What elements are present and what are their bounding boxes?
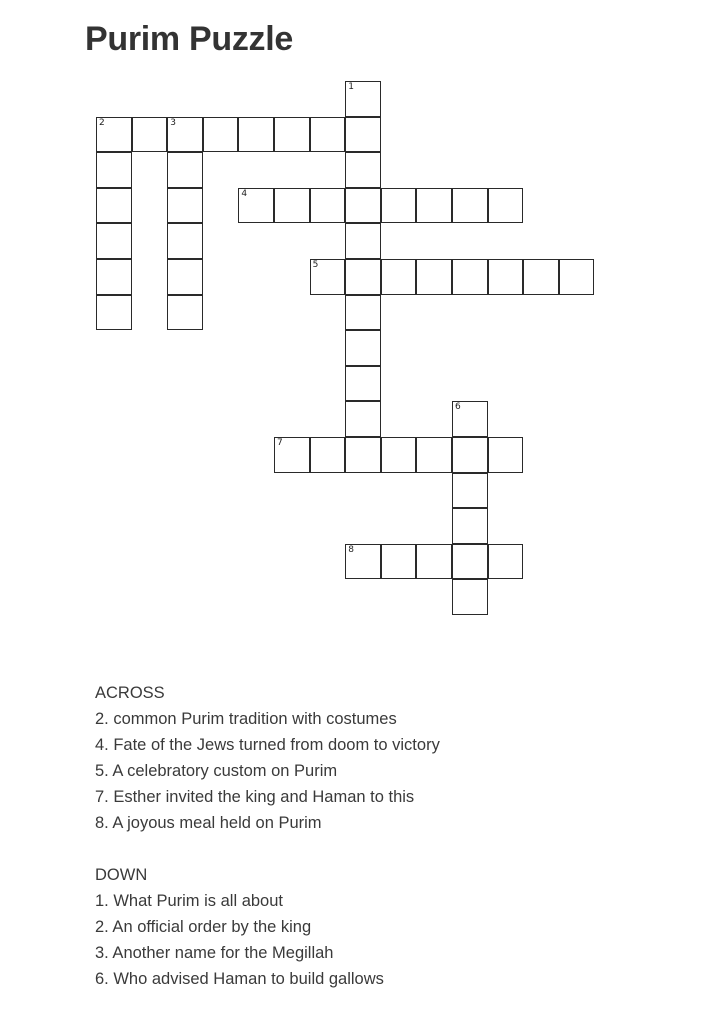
grid-cell[interactable] (96, 188, 132, 224)
grid-cell[interactable] (167, 295, 203, 331)
down-clue-3: 3. Another name for the Megillah (95, 944, 334, 962)
grid-cell[interactable] (96, 223, 132, 259)
grid-cell[interactable] (345, 330, 381, 366)
grid-cell[interactable] (310, 437, 346, 473)
clue-number: 1 (348, 82, 354, 92)
grid-cell[interactable] (416, 259, 452, 295)
down-clue-6: 6. Who advised Haman to build gallows (95, 970, 384, 988)
grid-cell[interactable] (96, 259, 132, 295)
grid-cell[interactable] (310, 188, 346, 224)
grid-cell[interactable] (381, 437, 417, 473)
across-heading: ACROSS (95, 684, 165, 702)
grid-cell[interactable] (488, 437, 524, 473)
grid-cell[interactable] (96, 117, 132, 153)
across-clue-8: 8. A joyous meal held on Purim (95, 814, 322, 832)
grid-cell[interactable] (488, 544, 524, 580)
grid-cell[interactable] (345, 366, 381, 402)
grid-cell[interactable] (452, 259, 488, 295)
clue-number: 6 (455, 402, 461, 413)
grid-cell[interactable] (452, 579, 488, 615)
grid-cell[interactable] (345, 117, 381, 153)
grid-cell[interactable] (559, 259, 595, 295)
grid-cell[interactable] (345, 259, 381, 295)
across-clue-7: 7. Esther invited the king and Haman to this (95, 788, 415, 806)
down-clue-2: 2. An official order by the king (95, 918, 312, 936)
grid-cell[interactable] (452, 437, 488, 473)
down-heading: DOWN (95, 866, 148, 884)
grid-cell[interactable] (274, 117, 310, 153)
grid-cell[interactable] (452, 473, 488, 509)
clue-number: 4 (241, 188, 248, 199)
grid-cell[interactable] (488, 188, 524, 224)
grid-cell[interactable] (452, 401, 488, 437)
grid-cell[interactable] (167, 152, 203, 188)
grid-cell[interactable] (452, 544, 488, 580)
grid-cell[interactable] (452, 188, 488, 224)
grid-cell[interactable] (310, 259, 346, 295)
clue-number: 8 (348, 544, 354, 555)
grid-cell[interactable] (345, 152, 381, 188)
grid-cell[interactable] (96, 295, 132, 331)
down-clue-1: 1. What Purim is all about (95, 892, 283, 910)
grid-cell[interactable] (167, 117, 203, 153)
across-clue-5: 5. A celebratory custom on Purim (95, 762, 338, 780)
grid-cell[interactable] (345, 437, 381, 473)
grid-cell[interactable] (416, 437, 452, 473)
grid-cell[interactable] (167, 188, 203, 224)
grid-cell[interactable] (523, 259, 559, 295)
grid-cell[interactable] (132, 117, 168, 153)
clues-section (95, 680, 655, 992)
grid-cell[interactable] (381, 188, 417, 224)
clue-number: 7 (277, 438, 283, 448)
grid-cell[interactable] (345, 295, 381, 331)
page-title: Purim Puzzle (85, 20, 294, 58)
grid-cell[interactable] (310, 117, 346, 153)
grid-cell[interactable] (238, 188, 274, 224)
grid-cell[interactable] (416, 544, 452, 580)
grid-cell[interactable] (381, 259, 417, 295)
clue-number: 5 (312, 260, 319, 270)
grid-cell[interactable] (488, 259, 524, 295)
grid-cell[interactable] (345, 223, 381, 259)
grid-cell[interactable] (345, 81, 381, 117)
grid-cell[interactable] (345, 544, 381, 580)
grid-cell[interactable] (274, 437, 310, 473)
grid-cell[interactable] (345, 401, 381, 437)
grid-cell[interactable] (167, 223, 203, 259)
grid-cell[interactable] (96, 152, 132, 188)
clue-number: 2 (99, 117, 105, 128)
grid-cell[interactable] (274, 188, 310, 224)
clue-number: 3 (170, 117, 176, 128)
grid-cell[interactable] (203, 117, 239, 153)
across-clue-4: 4. Fate of the Jews turned from doom to victory (95, 736, 440, 754)
grid-cell[interactable] (381, 544, 417, 580)
across-clue-2: 2. common Purim tradition with costumes (95, 710, 397, 728)
grid-cell[interactable] (167, 259, 203, 295)
grid-cell[interactable] (416, 188, 452, 224)
grid-cell[interactable] (345, 188, 381, 224)
grid-cell[interactable] (452, 508, 488, 544)
grid-cell[interactable] (238, 117, 274, 153)
